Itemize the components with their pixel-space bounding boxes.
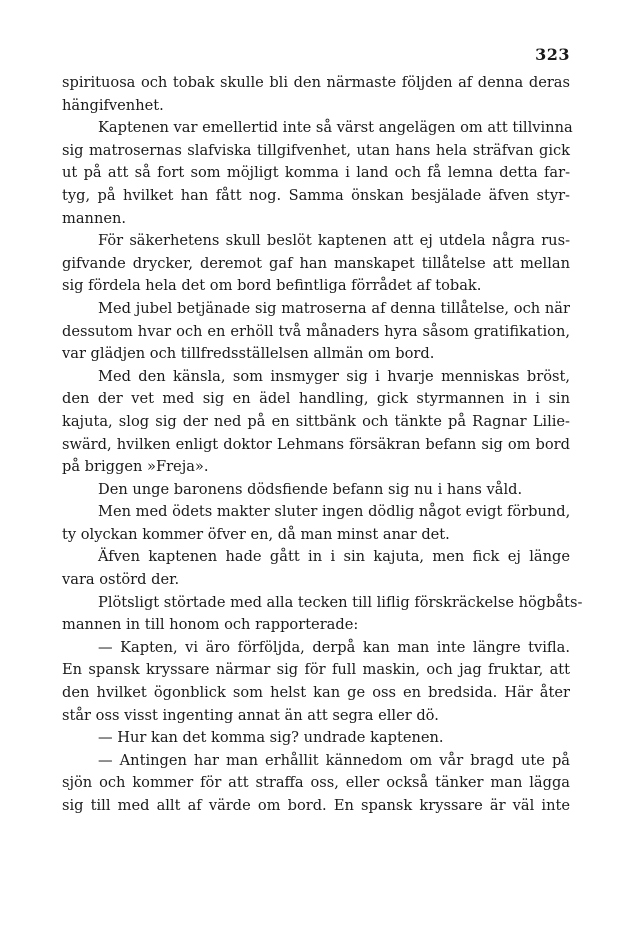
text-line: spirituosa och tobak skulle bli den närmaste följden af denna deras [62, 74, 570, 91]
text-line: Med den känsla, som insmyger sig i hvarje menniskas bröst, [98, 367, 570, 385]
text-line: sjön och kommer för att straffa oss, eller också tänker man lägga [62, 774, 570, 792]
page-number: 323 [535, 45, 570, 64]
text-line: på briggen »Freja». [62, 458, 209, 476]
text-line: sig till med allt af värde om bord. En spansk kryssare är väl inte [62, 797, 570, 814]
text-line: hängifvenhet. [62, 96, 164, 114]
text-line: står oss visst ingenting annat än att segra eller dö. [62, 706, 439, 724]
text-line: Plötsligt störtade med alla tecken till liflig förskräckelse högbåts- [98, 593, 583, 611]
text-line: kajuta, slog sig der ned på en sittbänk och tänkte på Ragnar Lilie- [62, 412, 570, 430]
text-line: mannen. [62, 209, 127, 227]
text-line: den der vet med sig en ädel handling, gick styrmannen in i sin [62, 390, 570, 408]
text-line: Men med ödets makter sluter ingen dödlig något evigt förbund, [98, 503, 571, 521]
text-line: Äfven kaptenen hade gått in i sin kajuta, men fick ej länge [98, 548, 570, 566]
text-line: Kaptenen var emellertid inte så värst angelägen om att tillvinna [98, 119, 573, 137]
text-line: En spansk kryssare närmar sig för full maskin, och jag fruktar, att [62, 661, 570, 679]
text-line: swärd, hvilken enligt doktor Lehmans försäkran befann sig om bord [62, 435, 570, 453]
text-line: ut på att så fort som möjligt komma i land och få lemna detta far- [62, 164, 570, 182]
text-line: sig matrosernas slafviska tillgifvenhet, utan hans hela sträfvan gick [62, 141, 570, 159]
text-line: Den unge baronens dödsfiende befann sig nu i hans våld. [98, 480, 523, 498]
text-line: Med jubel betjänade sig matroserna af denna tillåtelse, och när [98, 299, 570, 317]
text-line: var glädjen och tillfredsställelsen allmän om bord. [62, 345, 435, 363]
text-line: tyg, på hvilket han fått nog. Samma önskan besjälade äfven styr- [62, 186, 570, 204]
text-line: den hvilket ögonblick som helst kan ge oss en bredsida. Här åter [62, 684, 570, 702]
text-line: vara ostörd der. [62, 571, 180, 589]
text-line: dessutom hvar och en erhöll två månaders hyra såsom gratifikation, [62, 322, 570, 340]
text-line: — Antingen har man erhållit kännedom om vår bragd ute på [98, 751, 570, 769]
text-line: ty olyckan kommer öfver en, då man minst anar det. [62, 525, 450, 543]
text-line: gifvande drycker, deremot gaf han manskapet tillåtelse att mellan [62, 254, 570, 272]
text-line: — Kapten, vi äro förföljda, derpå kan man inte längre tvifla. [98, 638, 570, 656]
text-line: mannen in till honom och rapporterade: [62, 616, 359, 634]
text-line: sig fördela hela det om bord befintliga förrådet af tobak. [62, 277, 482, 295]
body-text [62, 72, 583, 818]
text-line: — Hur kan det komma sig? undrade kaptenen. [98, 729, 444, 747]
text-line: För säkerhetens skull beslöt kaptenen att ej utdela några rus- [98, 232, 570, 250]
